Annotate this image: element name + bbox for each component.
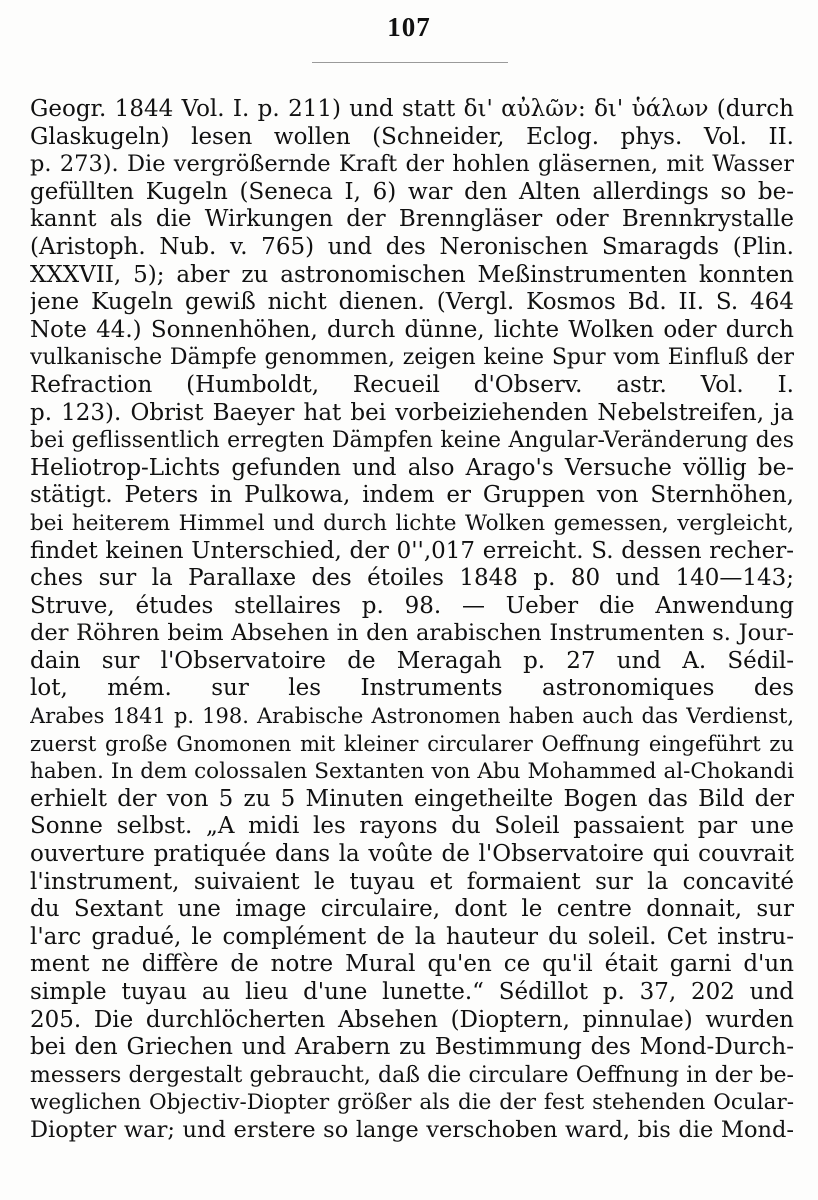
text-line: bei den Griechen und Arabern zu Bestimmung des Mond-Durch- (30, 1034, 794, 1061)
text-line: weglichen Objectiv-Diopter größer als die der fest stehenden Ocular- (30, 1090, 794, 1116)
text-line: zuerst große Gnomonen mit kleiner circularer Oeffnung eingeführt zu (30, 731, 794, 756)
text-line: du Sextant une image circulaire, dont le centre donnait, sur (30, 896, 794, 923)
text-line: Struve, études stellaires p. 98. — Ueber die Anwendung (30, 592, 794, 619)
text-line: bei geflissentlich erregten Dämpfen keine Angular-Veränderung des (30, 428, 794, 454)
text-line: findet keinen Unterschied, der 0'',017 erreicht. S. dessen recher- (30, 537, 794, 564)
text-line: Heliotrop-Lichts gefunden und also Arago's Versuche völlig be- (30, 454, 794, 481)
text-line: dain sur l'Observatoire de Meragah p. 27 und A. Sédil- (30, 647, 794, 674)
text-line: ches sur la Parallaxe des étoiles 1848 p. 80 und 140—143; (30, 565, 794, 592)
text-line: bei heiterem Himmel und durch lichte Wolken gemessen, vergleicht, (30, 510, 794, 536)
text-line: p. 273). Die vergrößernde Kraft der hohlen gläsernen, mit Wasser (30, 151, 794, 178)
text-line: Diopter war; und erstere so lange verschoben ward, bis die Mond- (30, 1116, 794, 1143)
text-line: Refraction (Humboldt, Recueil d'Observ. astr. Vol. I. (30, 371, 794, 398)
text-line: vulkanische Dämpfe genommen, zeigen keine Spur vom Einfluß der (30, 345, 794, 371)
text-line: erhielt der von 5 zu 5 Minuten eingetheilte Bogen das Bild der (30, 785, 794, 812)
text-line: Glaskugeln) lesen wollen (Schneider, Eclog. phys. Vol. II. (30, 123, 794, 150)
text-line: ouverture pratiquée dans la voûte de l'Observatoire qui couvrait (30, 841, 794, 868)
text-line: gefüllten Kugeln (Seneca I, 6) war den Alten allerdings so be- (30, 178, 794, 205)
text-line: der Röhren beim Absehen in den arabischen Instrumenten s. Jour- (30, 620, 794, 647)
text-line: Geogr. 1844 Vol. I. p. 211) und statt δι' αὐλῶν: δι' ὑάλων (durch (30, 96, 794, 122)
text-line: 205. Die durchlöcherten Absehen (Dioptern, pinnulae) wurden (30, 1006, 794, 1033)
text-line: XXXVII, 5); aber zu astronomischen Meßinstrumenten konnten (30, 261, 794, 288)
text-line: messers dergestalt gebraucht, daß die circulare Oeffnung in der be- (30, 1062, 794, 1088)
header-divider (312, 62, 508, 63)
text-line: stätigt. Peters in Pulkowa, indem er Gruppen von Sternhöhen, (30, 482, 794, 509)
text-line: simple tuyau au lieu d'une lunette.“ Sédillot p. 37, 202 und (30, 979, 794, 1005)
page-number: 107 (387, 12, 431, 42)
footnote-text (30, 96, 794, 1145)
text-line: Arabes 1841 p. 198. Arabische Astronomen haben auch das Verdienst, (30, 704, 794, 729)
text-line: lot, mém. sur les Instruments astronomiques des (30, 675, 794, 702)
text-line: (Aristoph. Nub. v. 765) und des Neronischen Smaragds (Plin. (30, 233, 794, 260)
text-line: kannt als die Wirkungen der Brenngläser oder Brennkrystalle (30, 206, 794, 233)
text-line: p. 123). Obrist Baeyer hat bei vorbeiziehenden Nebelstreifen, ja (30, 399, 794, 426)
text-line: jene Kugeln gewiß nicht dienen. (Vergl. Kosmos Bd. II. S. 464 (30, 289, 794, 316)
text-line: l'arc gradué, le complément de la hauteur du soleil. Cet instru- (30, 923, 794, 950)
text-line: ment ne diffère de notre Mural qu'en ce qu'il était garni d'un (30, 951, 794, 978)
text-line: haben. In dem colossalen Sextanten von Abu Mohammed al-Chokandi (30, 759, 794, 785)
text-line: Note 44.) Sonnenhöhen, durch dünne, lichte Wolken oder durch (30, 316, 794, 343)
text-line: Sonne selbst. „A midi les rayons du Soleil passaient par une (30, 813, 794, 840)
text-line: l'instrument, suivaient le tuyau et formaient sur la concavité (30, 868, 794, 895)
